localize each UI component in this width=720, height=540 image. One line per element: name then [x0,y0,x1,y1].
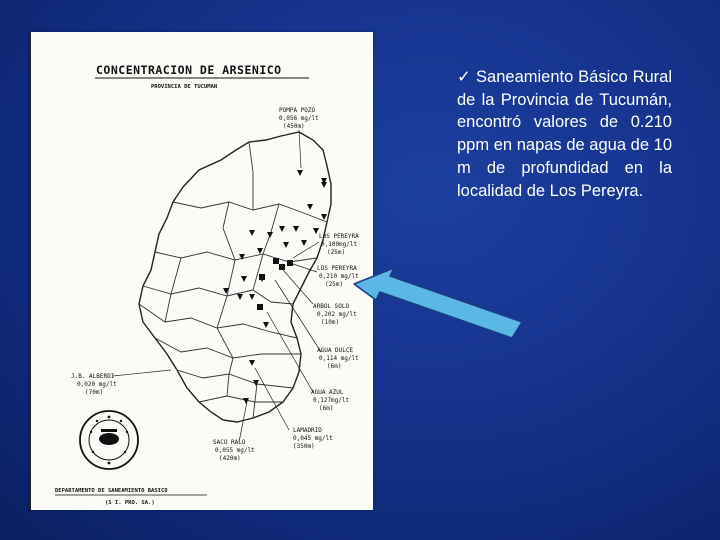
label-name: POMPA POZO [279,107,316,114]
arsenic-map-image [29,32,373,510]
label-name: J.B. ALBERDI [71,373,115,380]
seal-stamp [80,411,138,469]
label-depth: (450m) [283,123,305,130]
label-value: 0,100mg/lt [321,241,358,248]
label-name: AGUA AZUL [311,389,344,396]
label-value: 0,045 mg/lt [293,435,333,442]
label-name: ARBOL SOLO [313,303,350,310]
label-name: SACO RALO [213,439,246,446]
label-value: 0,210 mg/lt [319,273,359,280]
label-name: LOS PEREYRA [319,233,359,240]
label-depth: (25m) [325,281,344,288]
department-lines [139,142,327,418]
check-icon: ✓ [457,68,472,86]
label-depth: (25m) [327,249,346,256]
bullet-paragraph [457,66,672,202]
label-value: 0,020 mg/lt [77,381,117,388]
map-subtitle: PROVINCIA DE TUCUMAN [151,84,218,90]
label-depth: (6m) [327,363,342,370]
label-name: LAMADRID [293,427,322,434]
map-footer-sub: (S I. PRO. SA.) [105,500,155,506]
label-depth: (420m) [219,455,241,462]
label-depth: (70m) [85,389,104,396]
map-title: CONCENTRACION DE ARSENICO [96,63,282,77]
label-value: 0,202 mg/lt [317,311,357,318]
label-value: 0,055 mg/lt [215,447,255,454]
label-depth: (10m) [321,319,340,326]
label-depth: (350m) [293,443,315,450]
label-name: AGUA DULCE [317,347,354,354]
label-depth: (6m) [319,405,334,412]
map-footer: DEPARTAMENTO DE SANEAMIENTO BASICO [55,488,168,494]
arrow-icon [352,262,524,342]
label-value: 0,056 mg/lt [279,115,319,122]
arsenic-map [31,32,373,510]
label-value: 0,114 mg/lt [319,355,359,362]
label-value: 0,127mg/lt [313,397,350,404]
label-name: LOS PEREYRA [317,265,357,272]
bullet-text: Saneamiento Básico Rural de la Provincia de Tucumán, encontró valores de 0.210 ppm en napas de agua de 10 m de profundidad en la localidad de Los Pereyra. [457,68,672,200]
